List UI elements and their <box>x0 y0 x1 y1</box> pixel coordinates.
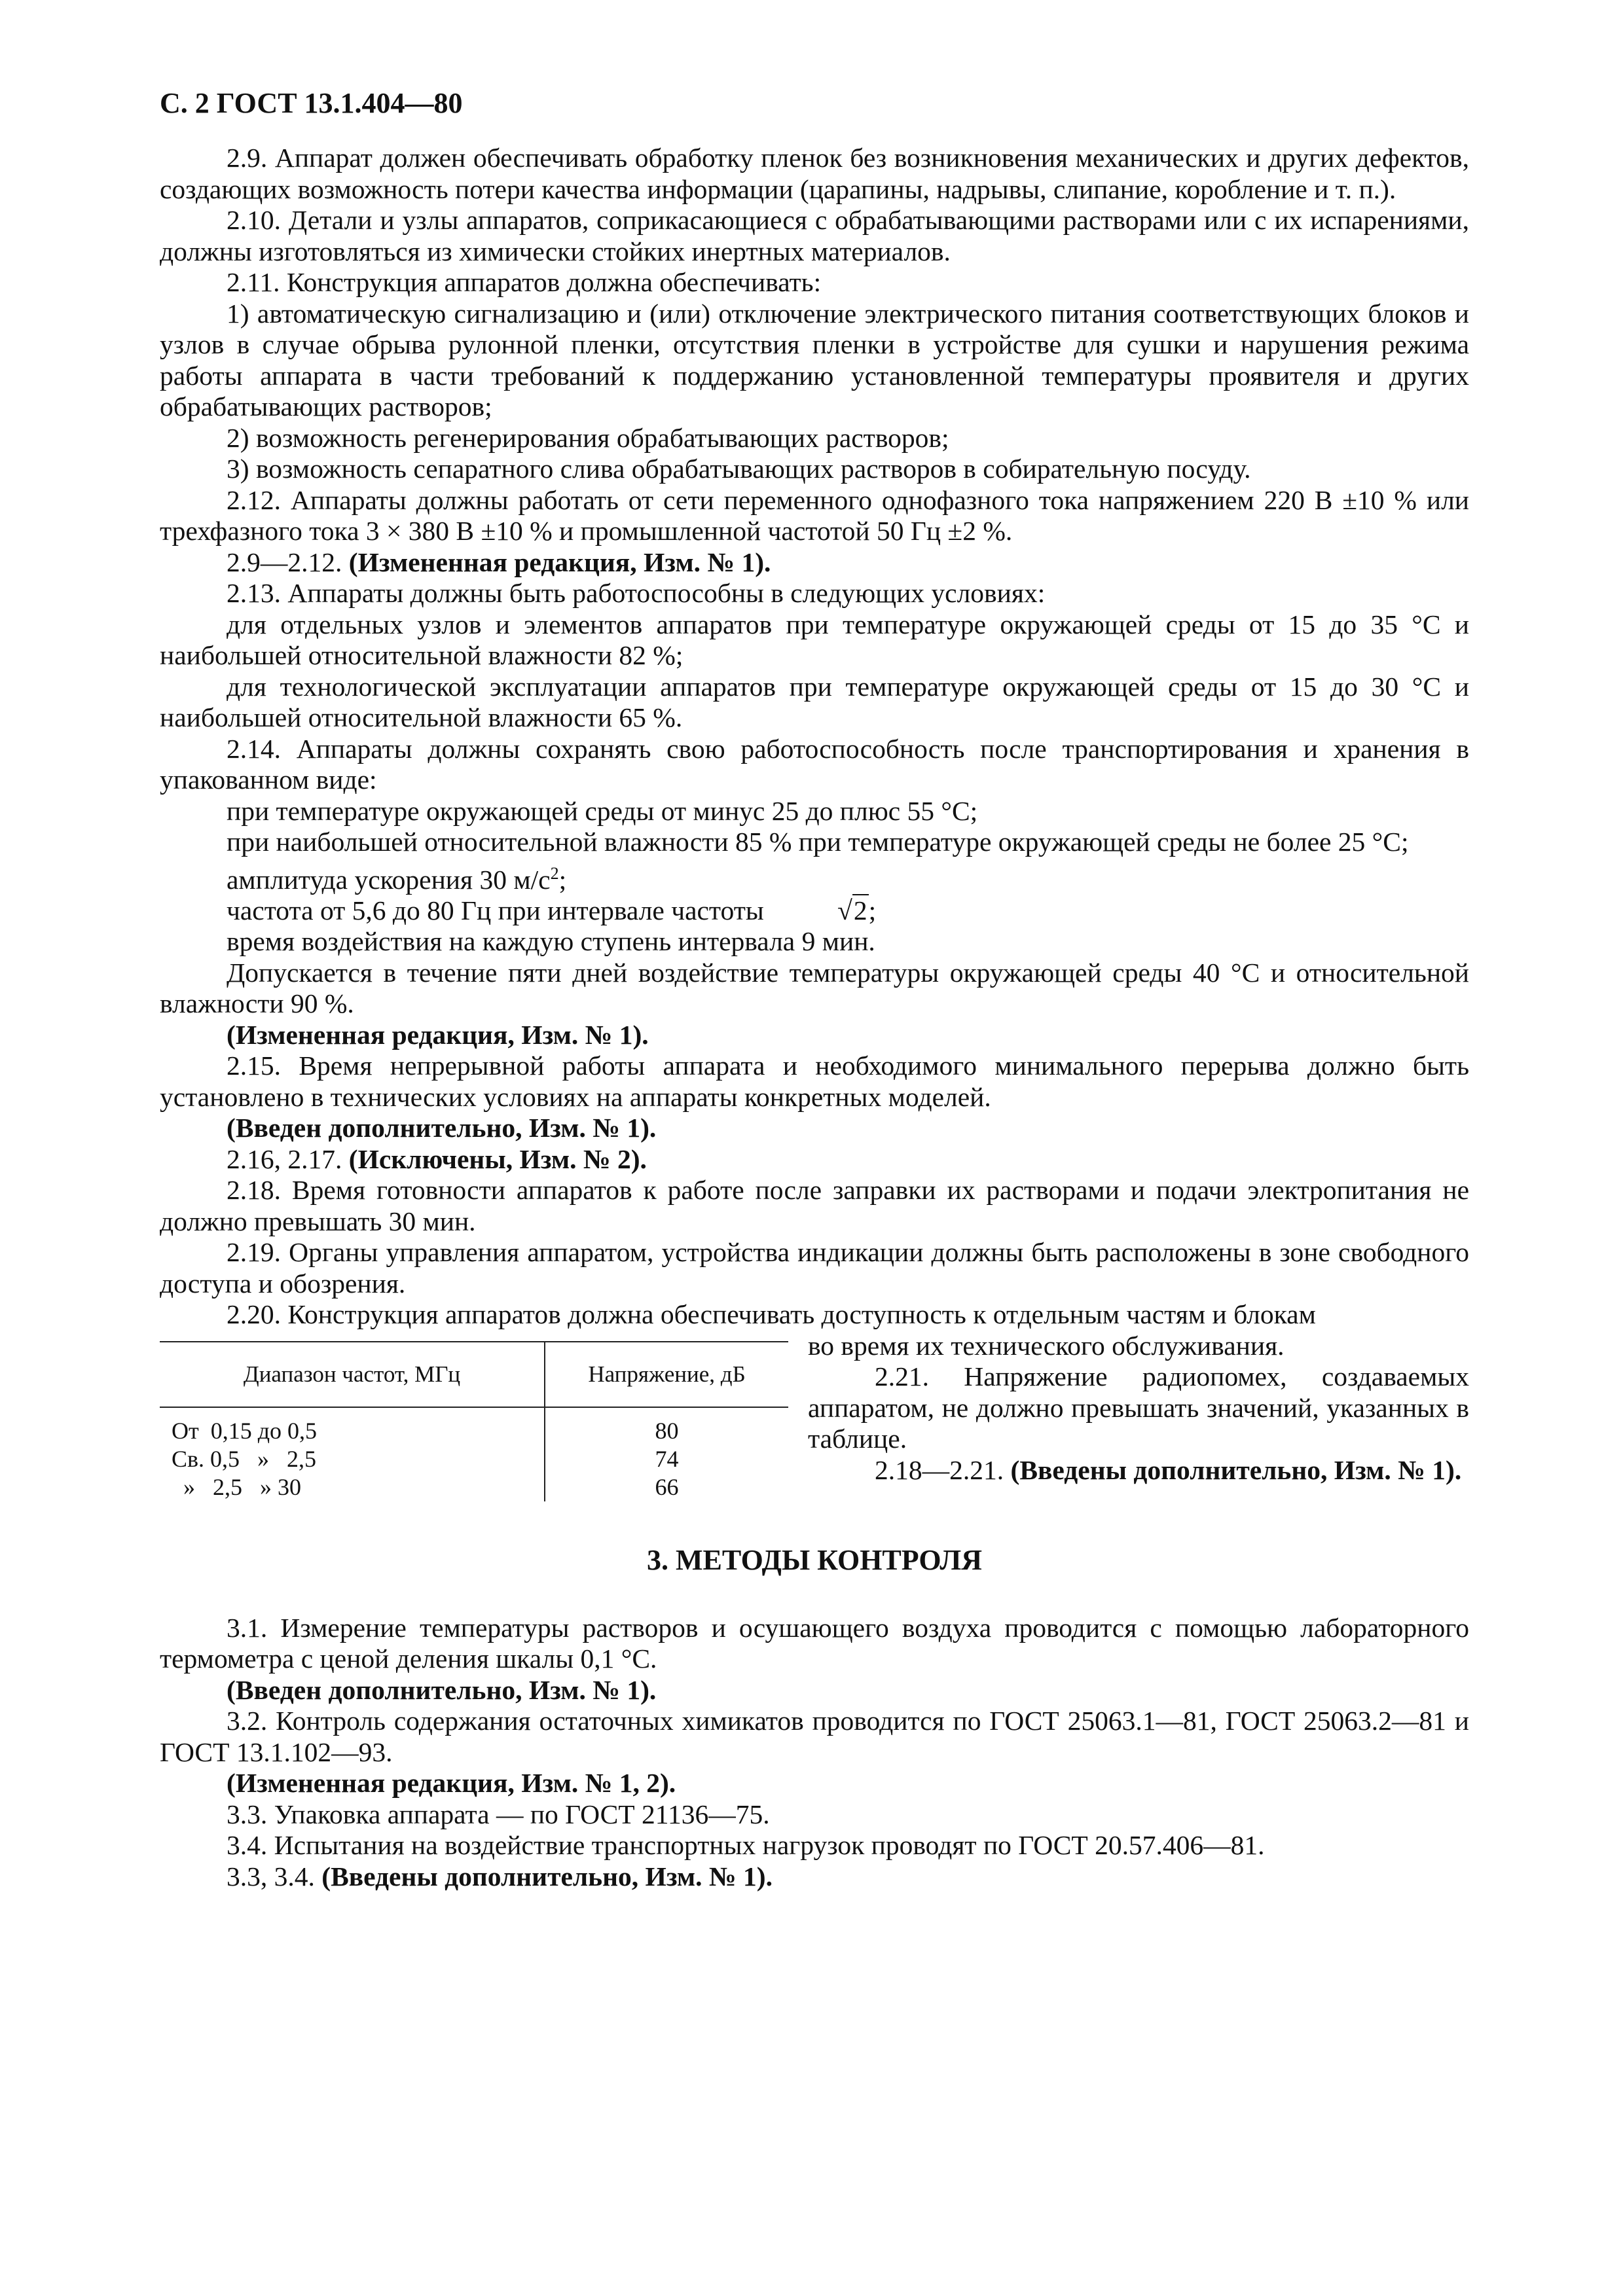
paragraph-2-13-cond-2: для технологической эксплуатации аппаратов при температуре окружающей среды от 15 до 30 °С и наибольшей относительной влажности 65 %. <box>160 671 1469 732</box>
table-cell-value: 74 <box>655 1445 679 1472</box>
table-row <box>160 1473 788 1501</box>
paragraph-3-2: 3.2. Контроль содержания остаточных химикатов проводится по ГОСТ 25063.1—81, ГОСТ 25063.2—81 и ГОСТ 13.1.102—93. <box>160 1706 1469 1767</box>
table-cell-value: 80 <box>655 1417 679 1444</box>
paragraph-allowed-exposure: Допускается в течение пяти дней воздействие температуры окружающей среды 40 °С и относительной влажности 90 %. <box>160 957 1469 1019</box>
amendment-note-2-18-2-21 <box>808 1455 1469 1486</box>
amendment-note-2-15: (Введен дополнительно, Изм. № 1). <box>227 1113 657 1143</box>
paragraph-2-13-cond-1: для отдельных узлов и элементов аппаратов при температуре окружающей среды от 15 до 35 °С и наибольшей относительной влажности 82 %; <box>160 609 1469 670</box>
amendment-note-3-1: (Введен дополнительно, Изм. № 1). <box>227 1674 657 1705</box>
paragraph-2-21: 2.21. Напряжение радиопомех, создаваемых аппаратом, не должно превышать значений, указанных в таблице. <box>808 1361 1469 1454</box>
document-page <box>160 85 1469 1892</box>
paragraph-frequency <box>160 895 1469 927</box>
right-text-column <box>808 1331 1469 1486</box>
paragraph-2-10: 2.10. Детали и узлы аппаратов, соприкасающиеся с обрабатывающими растворами или с их испарениями, должны изготовляться из химически стойких инертных материалов. <box>160 205 1469 266</box>
paragraph-2-14-cond-1: при температуре окружающей среды от минус 25 до плюс 55 °С; <box>227 795 978 826</box>
frequency-text: частота от 5,6 до 80 Гц при интервале частоты <box>227 895 771 925</box>
paragraph-2-11: 2.11. Конструкция аппаратов должна обеспечивать: <box>227 267 822 297</box>
paragraph-2-20-continued: во время их технического обслуживания. <box>808 1330 1285 1361</box>
amendment-note-2-14: (Измененная редакция, Изм. № 1). <box>227 1019 649 1050</box>
paragraph-2-11-item-1: 1) автоматическую сигнализацию и (или) отключение электрического питания соответствующих блоков и узлов в случае обрыва рулонной пленки, отсутствия пленки в устройстве для сушки и нарушения режима работы аппарата в части требований к поддержанию установленной температуры проявителя и других обрабатывающих растворов; <box>160 298 1469 422</box>
paragraph-2-18: 2.18. Время готовности аппаратов к работе после заправки их растворами и подачи электропитания не должно превышать 30 мин. <box>160 1175 1469 1236</box>
amendment-prefix: 2.18—2.21. <box>875 1454 1011 1485</box>
paragraph-2-19: 2.19. Органы управления аппаратом, устройства индикации должны быть расположены в зоне свободного доступа и обозрения. <box>160 1237 1469 1299</box>
sqrt-symbol: √ <box>837 895 852 925</box>
acceleration-tail: ; <box>558 864 567 895</box>
paragraph-2-13: 2.13. Аппараты должны быть работоспособны в следующих условиях: <box>227 578 1046 608</box>
paragraph-2-9: 2.9. Аппарат должен обеспечивать обработку пленок без возникновения механических и других дефектов, создающих возможность потери качества информации (царапины, надрывы, слипание, коробление и т. п.). <box>160 143 1469 204</box>
amendment-note-2-16-2-17 <box>160 1144 1469 1175</box>
section-3-title: 3. МЕТОДЫ КОНТРОЛЯ <box>647 1543 982 1576</box>
paragraph-2-11-item-3: 3) возможность сепаратного слива обрабатывающих растворов в собирательную посуду. <box>227 454 1251 484</box>
frequency-tail: ; <box>868 895 877 925</box>
table-cell-range: » 2,5 » 30 <box>160 1473 545 1501</box>
paragraph-2-12: 2.12. Аппараты должны работать от сети переменного однофазного тока напряжением 220 В ±10 % или трехфазного тока 3 × 380 В ±10 % и промышленной частотой 50 Гц ±2 %. <box>160 484 1469 546</box>
table-and-text-row <box>160 1331 1469 1501</box>
radio-noise-table-container <box>160 1341 788 1501</box>
sqrt-expression <box>771 895 869 927</box>
amendment-prefix: 3.3, 3.4. <box>227 1861 322 1892</box>
acceleration-text: амплитуда ускорения 30 м/с <box>227 864 551 895</box>
amendment-bold: (Введены дополнительно, Изм. № 1). <box>1010 1454 1462 1485</box>
table-cell-range: От 0,15 до 0,5 <box>160 1407 545 1445</box>
amendment-note-3-2: (Измененная редакция, Изм. № 1, 2). <box>227 1768 676 1799</box>
table-header-voltage: Напряжение, дБ <box>545 1342 788 1407</box>
table-cell-value: 66 <box>655 1473 679 1500</box>
table-row <box>160 1445 788 1473</box>
acceleration-exponent: 2 <box>550 863 559 883</box>
paragraph-2-15: 2.15. Время непрерывной работы аппарата и необходимого минимального перерыва должно быть установлено в технических условиях на аппараты конкретных моделей. <box>160 1050 1469 1112</box>
table-row <box>160 1407 788 1445</box>
paragraph-exposure-time: время воздействия на каждую ступень интервала 9 мин. <box>227 926 875 957</box>
paragraph-2-14-cond-2: при наибольшей относительной влажности 85 % при температуре окружающей среды не более 25 °С; <box>227 827 1409 857</box>
paragraph-3-1: 3.1. Измерение температуры растворов и осушающего воздуха проводится с помощью лабораторного термометра с ценой деления шкалы 0,1 °С. <box>160 1612 1469 1674</box>
amendment-note-3-3-3-4 <box>160 1861 1469 1893</box>
paragraph-2-14: 2.14. Аппараты должны сохранять свою работоспособность после транспортирования и хранения в упакованном виде: <box>160 733 1469 795</box>
amendment-bold: (Введены дополнительно, Изм. № 1). <box>321 1861 773 1892</box>
amendment-note-2-9-2-12 <box>160 547 1469 579</box>
amendment-prefix: 2.9—2.12. <box>227 547 349 577</box>
paragraph-acceleration <box>160 858 1469 895</box>
table-header-frequency-range: Диапазон частот, МГц <box>160 1342 545 1407</box>
paragraph-2-11-item-2: 2) возможность регенерирования обрабатывающих растворов; <box>227 422 949 453</box>
amendment-bold: (Исключены, Изм. № 2). <box>348 1143 647 1174</box>
amendment-bold: (Измененная редакция, Изм. № 1). <box>348 547 771 577</box>
paragraph-3-3: 3.3. Упаковка аппарата — по ГОСТ 21136—75. <box>227 1799 770 1829</box>
paragraph-2-20: 2.20. Конструкция аппаратов должна обеспечивать доступность к отдельным частям и блокам <box>227 1299 1316 1330</box>
amendment-prefix: 2.16, 2.17. <box>227 1143 349 1174</box>
sqrt-radicand: 2 <box>853 895 867 925</box>
page-header: С. 2 ГОСТ 13.1.404—80 <box>160 87 463 119</box>
paragraph-3-4: 3.4. Испытания на воздействие транспортных нагрузок проводят по ГОСТ 20.57.406—81. <box>227 1830 1265 1861</box>
radio-noise-table <box>160 1341 788 1501</box>
table-cell-range: Св. 0,5 » 2,5 <box>160 1445 545 1473</box>
